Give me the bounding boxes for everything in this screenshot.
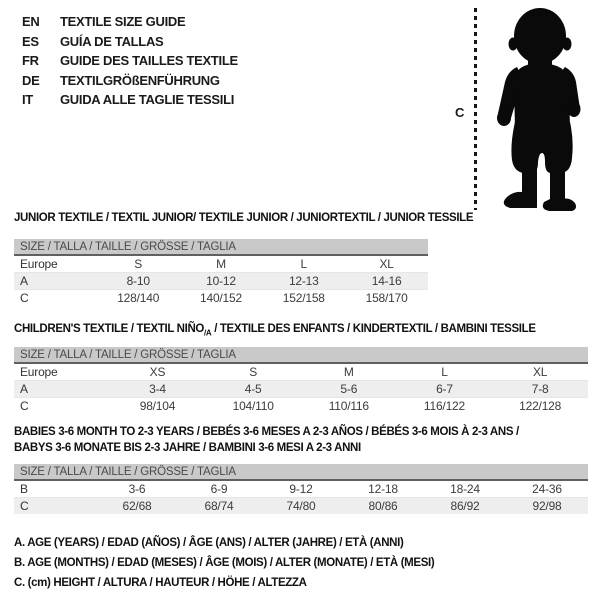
junior-size-table [14, 239, 428, 306]
cell: 62/68 [96, 498, 178, 515]
babies-title-line2: BABYS 3-6 MONATE BIS 2-3 JAHRE / BAMBINI 3-6 MESI A 2-3 ANNI [14, 442, 361, 454]
cell: 158/170 [365, 291, 408, 305]
table-row [14, 273, 428, 290]
table-row [14, 256, 428, 273]
lang-row-fr [22, 51, 238, 71]
lang-code: EN [22, 14, 40, 30]
lang-code: DE [22, 72, 40, 88]
lang-row-es [22, 32, 238, 52]
table-row [14, 290, 428, 307]
lang-title: TEXTILGRÖßENFÜHRUNG [60, 72, 220, 88]
row-label: Europe [14, 256, 97, 273]
lang-code: FR [22, 53, 39, 69]
height-measure-label: C [455, 105, 465, 120]
table-row [14, 381, 588, 398]
lang-row-it [22, 90, 238, 110]
size-header-bar: SIZE / TALLA / TAILLE / GRÖSSE / TAGLIA [14, 239, 428, 256]
children-title-sub: /A [204, 328, 212, 338]
cell: 6-7 [397, 381, 493, 398]
lang-title: TEXTILE SIZE GUIDE [60, 14, 186, 30]
children-size-table [14, 347, 588, 414]
cell: 98/104 [139, 399, 176, 413]
cell: 110/116 [328, 399, 369, 413]
cell: 116/122 [423, 399, 465, 413]
babies-section-title [14, 424, 589, 456]
cell: S [97, 256, 180, 273]
row-label: A [14, 381, 110, 398]
cell: 3-4 [110, 381, 206, 398]
cell: 92/98 [506, 498, 588, 515]
junior-section-title: JUNIOR TEXTILE / TEXTIL JUNIOR/ TEXTILE JUNIOR / JUNIORTEXTIL / JUNIOR TESSILE [14, 212, 474, 224]
children-title-text: / TEXTILE DES ENFANTS / KINDERTEXTIL / BAMBINI TESSILE [211, 323, 536, 335]
cell: 104/110 [232, 399, 274, 413]
row-label: C [20, 291, 29, 305]
cell: 7-8 [492, 381, 588, 398]
babies-title-line1: BABIES 3-6 MONTH TO 2-3 YEARS / BEBÉS 3-6 MESES A 2-3 AÑOS / BÉBÉS 3-6 MOIS À 2-3 ANS / [14, 426, 519, 438]
table-row [14, 398, 588, 415]
cell: XL [492, 364, 588, 381]
toddler-silhouette-icon [486, 4, 598, 212]
cell: XS [110, 364, 206, 381]
row-label: Europe [14, 364, 110, 381]
cell: 5-6 [301, 381, 397, 398]
table-row [14, 498, 588, 515]
language-list [22, 12, 238, 110]
cell: M [301, 364, 397, 381]
cell: 128/140 [117, 291, 160, 305]
lang-code: ES [22, 33, 39, 49]
size-header-bar: SIZE / TALLA / TAILLE / GRÖSSE / TAGLIA [14, 347, 588, 364]
cell: 9-12 [260, 481, 342, 498]
height-dotted-line [474, 8, 477, 210]
size-header-bar: SIZE / TALLA / TAILLE / GRÖSSE / TAGLIA [14, 464, 588, 481]
footnotes [14, 533, 434, 593]
cell: 4-5 [205, 381, 301, 398]
children-section-title [14, 323, 536, 337]
cell: 18-24 [424, 481, 506, 498]
cell: 10-12 [180, 273, 263, 290]
lang-title: GUIDE DES TAILLES TEXTILE [60, 53, 238, 69]
cell: 12-13 [262, 273, 345, 290]
cell: 80/86 [342, 498, 424, 515]
lang-title: GUIDA ALLE TAGLIE TESSILI [60, 92, 235, 108]
children-title-text: CHILDREN'S TEXTILE / TEXTIL NIÑO [14, 323, 205, 335]
footnote-c: C. (cm) HEIGHT / ALTURA / HAUTEUR / HÖHE / ALTEZZA [14, 577, 307, 589]
cell: L [397, 364, 493, 381]
cell: L [262, 256, 345, 273]
babies-size-table [14, 464, 588, 514]
footnote-b: B. AGE (MONTHS) / EDAD (MESES) / ÂGE (MOIS) / ALTER (MONATE) / ETÀ (MESI) [14, 557, 435, 569]
cell: 140/152 [200, 291, 242, 305]
cell: 8-10 [97, 273, 180, 290]
cell: 122/128 [519, 399, 562, 413]
cell: 68/74 [178, 498, 260, 515]
cell: 74/80 [260, 498, 342, 515]
cell: M [180, 256, 263, 273]
lang-code: IT [22, 92, 33, 108]
cell: 3-6 [96, 481, 178, 498]
cell: 6-9 [178, 481, 260, 498]
row-label: A [14, 273, 97, 290]
cell: XL [345, 256, 428, 273]
row-label: B [14, 481, 96, 498]
cell: 12-18 [342, 481, 424, 498]
cell: 24-36 [506, 481, 588, 498]
lang-row-de [22, 71, 238, 91]
table-row [14, 481, 588, 498]
lang-title: GUÍA DE TALLAS [60, 33, 164, 49]
row-label: C [14, 498, 96, 515]
cell: 14-16 [345, 273, 428, 290]
cell: 86/92 [424, 498, 506, 515]
cell: S [205, 364, 301, 381]
lang-row-en [22, 12, 238, 32]
table-row [14, 364, 588, 381]
row-label: C [20, 399, 29, 413]
footnote-a: A. AGE (YEARS) / EDAD (AÑOS) / ÂGE (ANS) / ALTER (JAHRE) / ETÀ (ANNI) [14, 537, 404, 549]
cell: 152/158 [282, 291, 325, 305]
